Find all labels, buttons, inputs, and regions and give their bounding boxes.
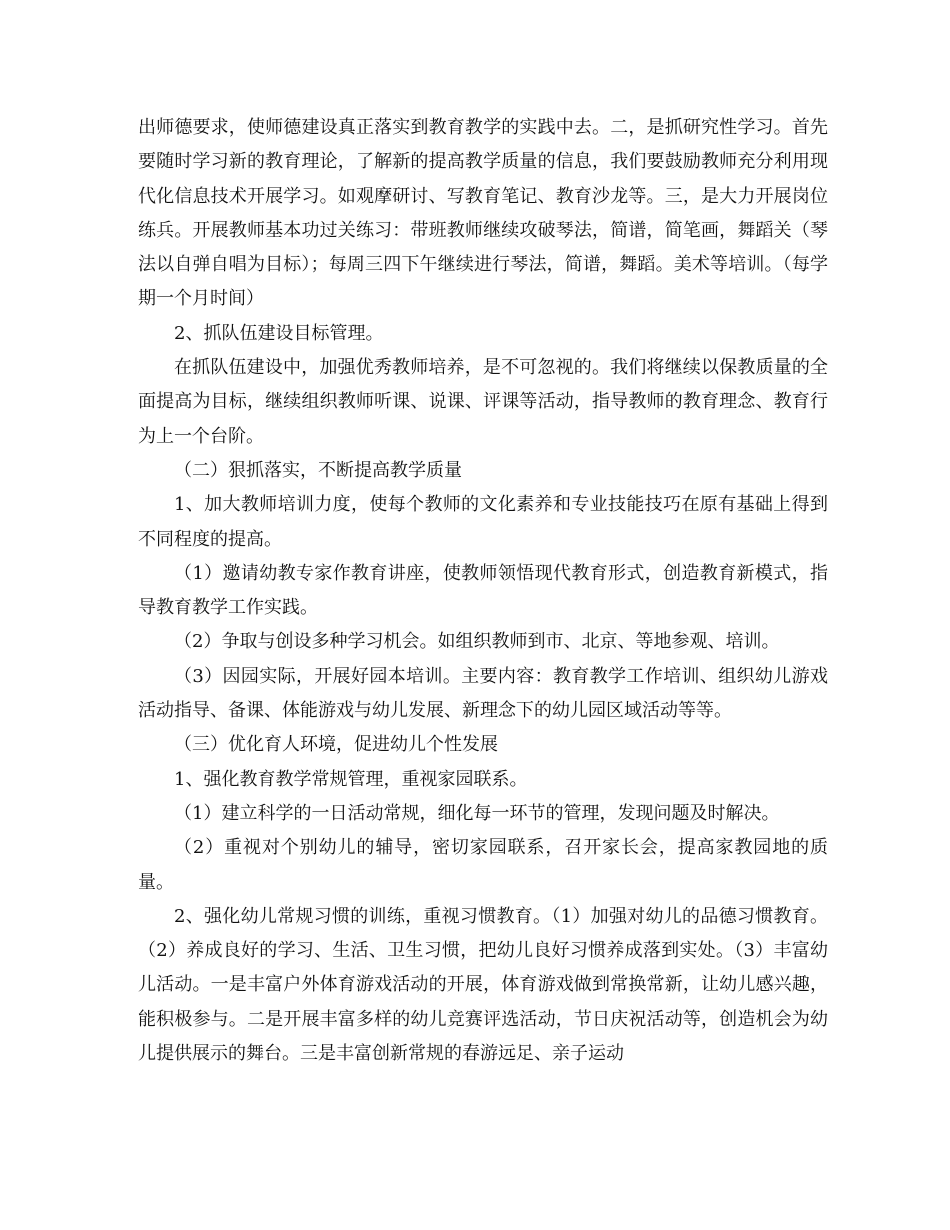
paragraph: （1）建立科学的一日活动常规，细化每一环节的管理，发现问题及时解决。 bbox=[174, 802, 780, 824]
paragraph: （3）因园实际，开展好园本培训。主要内容：教育教学工作培训、组织幼儿游戏活动指导、备课、体能游戏与幼儿发展、新理念下的幼儿园区域活动等等。 bbox=[138, 665, 828, 722]
paragraph: 出师德要求，使师德建设真正落实到教育教学的实践中去。二，是抓研究性学习。首先要随时学习新的教育理论，了解新的提高教学质量的信息，我们要鼓励教师充分利用现代化信息技术开展学习。如观摩研讨、写教育笔记、教育沙龙等。三，是大力开展岗位练兵。开展教师基本功过关练习：带班教师继续攻破琴法，简谱，简笔画，舞蹈关（琴法以自弹自唱为目标）；每周三四下午继续进行琴法，简谱，舞蹈。美术等培训。（每学期一个月时间） bbox=[138, 117, 828, 310]
section-heading: （三）优化育人环境，促进幼儿个性发展 bbox=[174, 734, 498, 756]
section-heading: （二）狠抓落实，不断提高教学质量 bbox=[174, 459, 462, 481]
paragraph: 在抓队伍建设中，加强优秀教师培养，是不可忽视的。我们将继续以保教质量的全面提高为目标，继续组织教师听课、说课、评课等活动，指导教师的教育理念、教育行为上一个台阶。 bbox=[138, 357, 828, 447]
paragraph: 2、强化幼儿常规习惯的训练，重视习惯教育。（1）加强对幼儿的品德习惯教育。（2）养成良好的学习、生活、卫生习惯，把幼儿良好习惯养成落到实处。（3）丰富幼儿活动。一是丰富户外体育游戏活动的开展，体育游戏做到常换常新，让幼儿感兴趣，能积极参与。二是开展丰富多样的幼儿竞赛评选活动，节日庆祝活动等，创造机会为幼儿提供展示的舞台。三是丰富创新常规的春游远足、亲子运动 bbox=[138, 905, 828, 1065]
paragraph: 2、抓队伍建设目标管理。 bbox=[174, 322, 384, 344]
document-body bbox=[138, 111, 828, 1071]
paragraph: 1、加大教师培训力度，使每个教师的文化素养和专业技能技巧在原有基础上得到不同程度的提高。 bbox=[138, 494, 828, 550]
paragraph: （1）邀请幼教专家作教育讲座，使教师领悟现代教育形式，创造教育新模式，指导教育教学工作实践。 bbox=[138, 562, 828, 619]
paragraph: （2）争取与创设多种学习机会。如组织教师到市、北京、等地参观、培训。 bbox=[174, 631, 780, 653]
paragraph: 1、强化教育教学常规管理，重视家园联系。 bbox=[174, 768, 528, 790]
paragraph: （2）重视对个别幼儿的辅导，密切家园联系，召开家长会，提高家教园地的质量。 bbox=[138, 837, 828, 893]
